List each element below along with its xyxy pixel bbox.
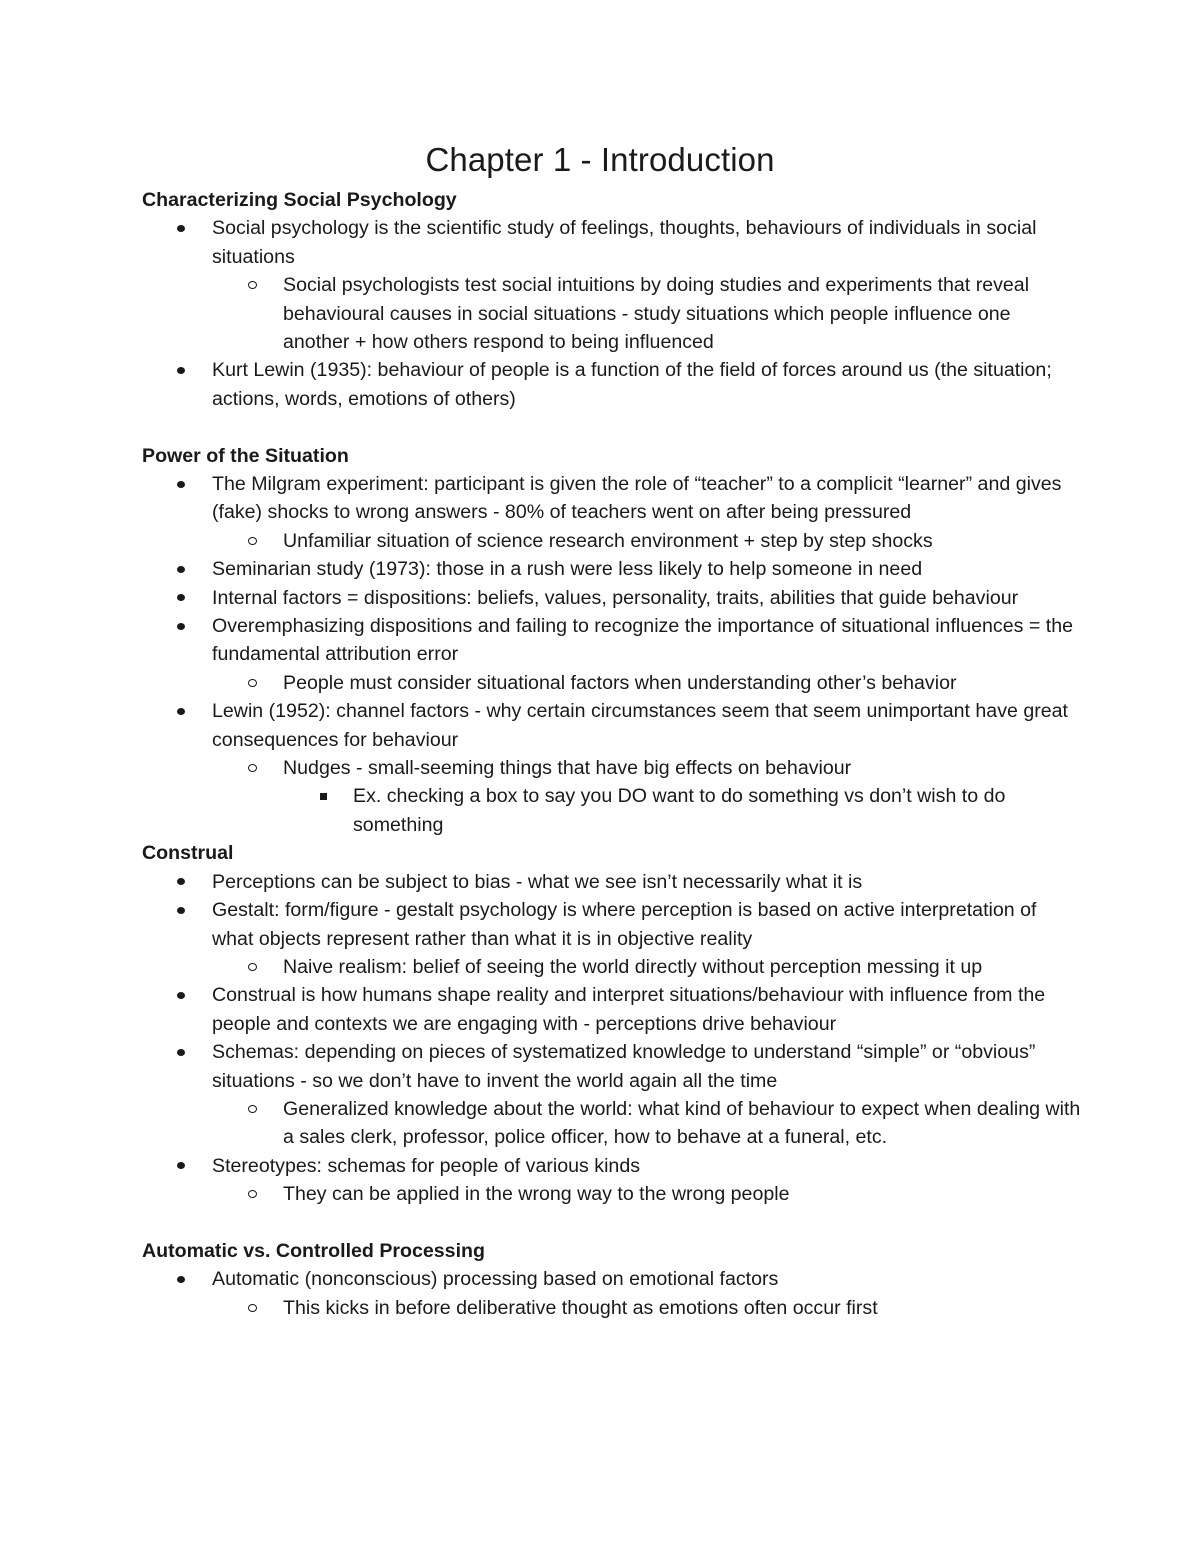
bullet-disc-icon (174, 896, 188, 924)
bullet-circle-icon (245, 527, 259, 555)
list-item: This kicks in before deliberative thought as emotions often occur first (142, 1294, 1082, 1322)
list-item: Automatic (nonconscious) processing based on emotional factors (142, 1265, 1082, 1293)
list-item: Social psychologists test social intuitions by doing studies and experiments that reveal behavioural causes in social situations - study situations which people influence one another + how others respond to being influenced (142, 271, 1082, 356)
bullet-disc-icon (174, 356, 188, 384)
section-heading: Automatic vs. Controlled Processing (142, 1239, 485, 1262)
bullet-circle-icon (245, 669, 259, 697)
bullet-disc-icon (174, 555, 188, 583)
bullet-circle-icon (245, 271, 259, 299)
bullet-circle-icon (245, 1180, 259, 1208)
bullet-square-icon (316, 782, 330, 810)
bullet-circle-icon (245, 953, 259, 981)
bullet-disc-icon (174, 697, 188, 725)
list-item: Perceptions can be subject to bias - what we see isn’t necessarily what it is (142, 868, 1082, 896)
bullet-disc-icon (174, 1265, 188, 1293)
list-item: They can be applied in the wrong way to the wrong people (142, 1180, 1082, 1208)
list-item: Overemphasizing dispositions and failing to recognize the importance of situational influences = the fundamental attribution error (142, 612, 1082, 669)
bullet-disc-icon (174, 981, 188, 1009)
page-title: Chapter 1 - Introduction (425, 141, 775, 178)
bullet-disc-icon (174, 470, 188, 498)
bullet-list (142, 1265, 1082, 1322)
bullet-disc-icon (174, 612, 188, 640)
bullet-disc-icon (174, 868, 188, 896)
bullet-list (142, 868, 1082, 1209)
bullet-disc-icon (174, 584, 188, 612)
list-item: Gestalt: form/figure - gestalt psychology is where perception is based on active interpretation of what objects represent rather than what it is in objective reality (142, 896, 1082, 953)
list-item: Lewin (1952): channel factors - why certain circumstances seem that seem unimportant have great consequences for behaviour (142, 697, 1082, 754)
section-heading: Power of the Situation (142, 444, 349, 467)
bullet-list (142, 470, 1082, 839)
section-heading: Construal (142, 842, 234, 865)
bullet-disc-icon (174, 1152, 188, 1180)
document-body (142, 186, 1082, 1322)
list-item: People must consider situational factors when understanding other’s behavior (142, 669, 1082, 697)
section-heading: Characterizing Social Psychology (142, 189, 457, 211)
bullet-list (142, 214, 1082, 413)
bullet-circle-icon (245, 1095, 259, 1123)
list-item: Internal factors = dispositions: beliefs, values, personality, traits, abilities that guide behaviour (142, 584, 1082, 612)
list-item: Generalized knowledge about the world: what kind of behaviour to expect when dealing with a sales clerk, professor, police officer, how to behave at a funeral, etc. (142, 1095, 1082, 1152)
list-item: The Milgram experiment: participant is given the role of “teacher” to a complicit “learner” and gives (fake) shocks to wrong answers - 80% of teachers went on after being pressured (142, 470, 1082, 527)
list-item: Unfamiliar situation of science research environment + step by step shocks (142, 527, 1082, 555)
bullet-circle-icon (245, 1294, 259, 1322)
list-item: Construal is how humans shape reality and interpret situations/behaviour with influence from the people and contexts we are engaging with - perceptions drive behaviour (142, 981, 1082, 1038)
list-item: Nudges - small-seeming things that have big effects on behaviour (142, 754, 1082, 782)
list-item: Seminarian study (1973): those in a rush were less likely to help someone in need (142, 555, 1082, 583)
list-item: Schemas: depending on pieces of systematized knowledge to understand “simple” or “obvious” situations - so we don’t have to invent the world again all the time (142, 1038, 1082, 1095)
bullet-disc-icon (174, 214, 188, 242)
list-item: Stereotypes: schemas for people of various kinds (142, 1152, 1082, 1180)
bullet-circle-icon (245, 754, 259, 782)
list-item: Naive realism: belief of seeing the world directly without perception messing it up (142, 953, 1082, 981)
list-item: Ex. checking a box to say you DO want to do something vs don’t wish to do something (142, 782, 1082, 839)
list-item: Kurt Lewin (1935): behaviour of people is a function of the field of forces around us (the situation; actions, words, emotions of others) (142, 356, 1082, 413)
bullet-disc-icon (174, 1038, 188, 1066)
list-item: Social psychology is the scientific study of feelings, thoughts, behaviours of individuals in social situations (142, 214, 1082, 271)
